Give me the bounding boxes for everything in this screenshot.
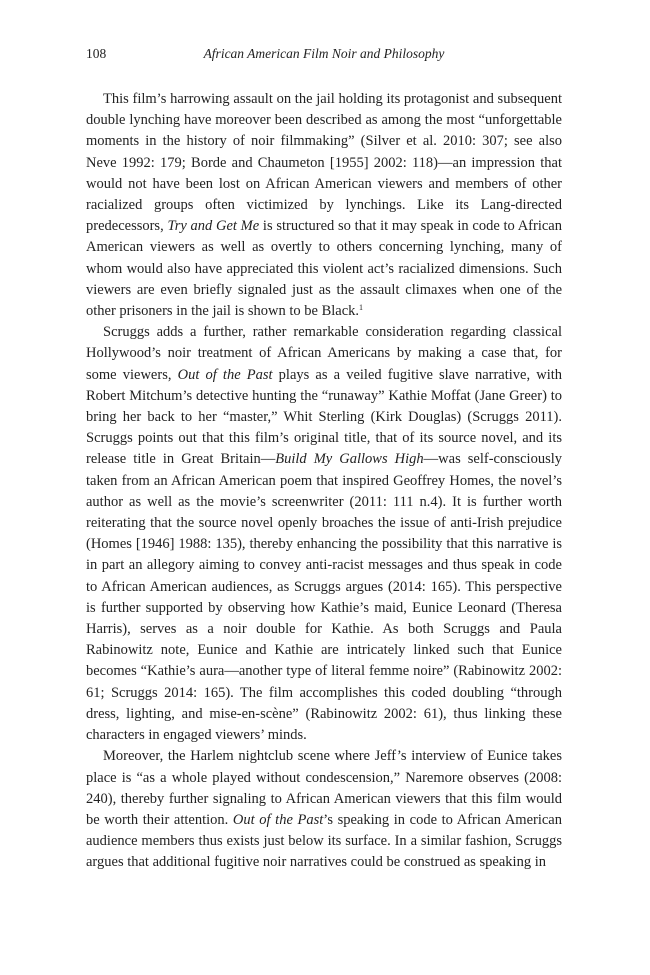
paragraph-lynching <box>86 89 562 322</box>
film-title: Try and Get Me <box>167 218 260 235</box>
body-text <box>86 89 562 874</box>
running-head <box>86 46 562 66</box>
film-title: Build My Gallows High <box>275 451 424 468</box>
paragraph-text: is structured so that it may speak in code to African American viewers as well as overtly to others concerning lynching, many of whom would also have appreciated this violent act’s racialized dimensions. Such viewers are even briefly signaled just as the assault climaxes when one of the other prisoners in the jail is shown to be Black. <box>86 218 562 320</box>
paragraph-text: Scruggs adds a further, rather remarkable consideration regarding classical Hollywood’s noir treatment of African Americans by making a case that, for some viewers, <box>86 324 562 383</box>
footnote-marker[interactable]: 1 <box>359 303 364 313</box>
paragraph-text: This film’s harrowing assault on the jail holding its protagonist and subsequent double lynching have moreover been described as among the most “unforgettable moments in the history of noir filmmaking” (Silver et al. 2010: 307; see also Neve 1992: 179; Borde and Chaumeton [1955] 2002: 118)—an impression that would not have been lost on African American viewers and members of other racialized groups often victimized by lynchings. Like its Lang-directed predecessors, <box>86 91 562 235</box>
running-title: African American Film Noir and Philosophy <box>203 46 445 61</box>
paragraph-text: ’s speaking in code to African American audience members thus exists just below its surface. In a similar fashion, Scruggs argues that additional fugitive noir narratives could be construed as speaking in <box>86 811 562 871</box>
book-page <box>86 0 562 975</box>
paragraph-text: plays as a veiled fugitive slave narrative, with Robert Mitchum’s detective hunting the “runaway” Kathie Moffat (Jane Greer) to bring her back to her “master,” Whit Sterling (Kirk Douglas) (Scruggs 2011). Scruggs points out that this film’s original title, that of its source novel, and its release title in Great Britain— <box>86 366 563 468</box>
paragraph-text: —was self-consciously taken from an African American poem that inspired Geoffrey Homes, the novel’s author as well as the movie’s screenwriter (2011: 111 n.4). It is further worth reiterating that the source novel openly broaches the issue of anti-Irish prejudice (Homes [1946] 1988: 135), thereby enhancing the possibility that this narrative is in part an allegory aiming to convey anti-racist messages and thus speak in code to African American audiences, as Scruggs argues (2014: 165). This perspective is further supported by observing how Kathie’s maid, Eunice Leonard (Theresa Harris), serves as a noir double for Kathie. As both Scruggs and Paula Rabinowitz note, Eunice and Kathie are intricately linked such that Eunice becomes “Kathie’s aura—another type of literal femme noire” (Rabinowitz 2002: 61; Scruggs 2014: 165). The film accomplishes this coded doubling “through dress, lighting, and mise-en-scène” (Rabinowitz 2002: 61), thus linking these characters in engaged viewers’ minds. <box>86 451 562 744</box>
film-title: Out of the Past <box>177 366 273 383</box>
paragraph-harlem-nightclub <box>86 746 562 873</box>
paragraph-text: Moreover, the Harlem nightclub scene where Jeff’s interview of Eunice takes place is “as a whole played without condescension,” Naremore observes (2008: 240), thereby further signaling to African American viewers that this film would be worth their attention. <box>86 748 562 828</box>
page-number: 108 <box>86 46 107 61</box>
film-title: Out of the Past <box>232 811 324 828</box>
paragraph-out-of-the-past <box>86 322 562 746</box>
